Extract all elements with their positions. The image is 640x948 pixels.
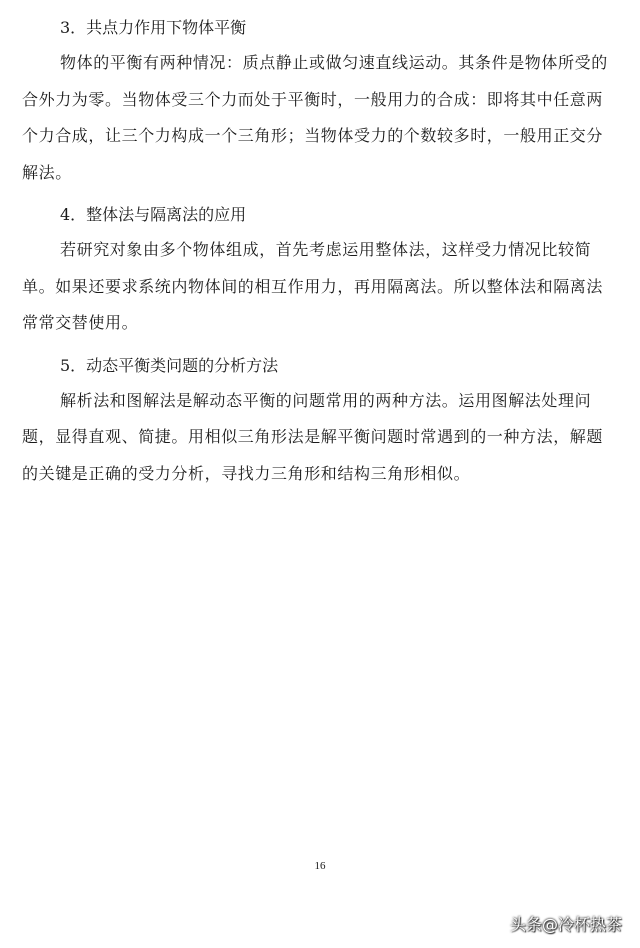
section-3: [22, 12, 618, 191]
section-5: [22, 350, 618, 493]
section-4: [22, 199, 618, 342]
section-heading: 5．动态平衡类问题的分析方法: [60, 355, 279, 375]
section-paragraph: 若研究对象由多个物体组成，首先考虑运用整体法，这样受力情况比较简单。如果还要求系统内物体间的相互作用力，再用隔离法。所以整体法和隔离法常常交替使用。: [22, 240, 604, 332]
document-body: [22, 12, 618, 492]
section-heading: 3．共点力作用下物体平衡: [60, 18, 247, 37]
page-number: 16: [314, 860, 326, 872]
watermark: 头条@冷杯热茶: [509, 915, 622, 934]
section-heading: 4．整体法与隔离法的应用: [60, 205, 247, 224]
section-paragraph: 物体的平衡有两种情况：质点静止或做匀速直线运动。其条件是物体所受的合外力为零。当物体受三个力而处于平衡时，一般用力的合成：即将其中任意两个力合成，让三个力构成一个三角形；当物体受力的个数较多时，一般用正交分解法。: [22, 53, 608, 182]
section-paragraph: 解析法和图解法是解动态平衡的问题常用的两种方法。运用图解法处理问题，显得直观、简捷。用相似三角形法是解平衡问题时常遇到的一种方法，解题的关键是正确的受力分析，寻找力三角形和结构三角形相似。: [22, 390, 604, 483]
